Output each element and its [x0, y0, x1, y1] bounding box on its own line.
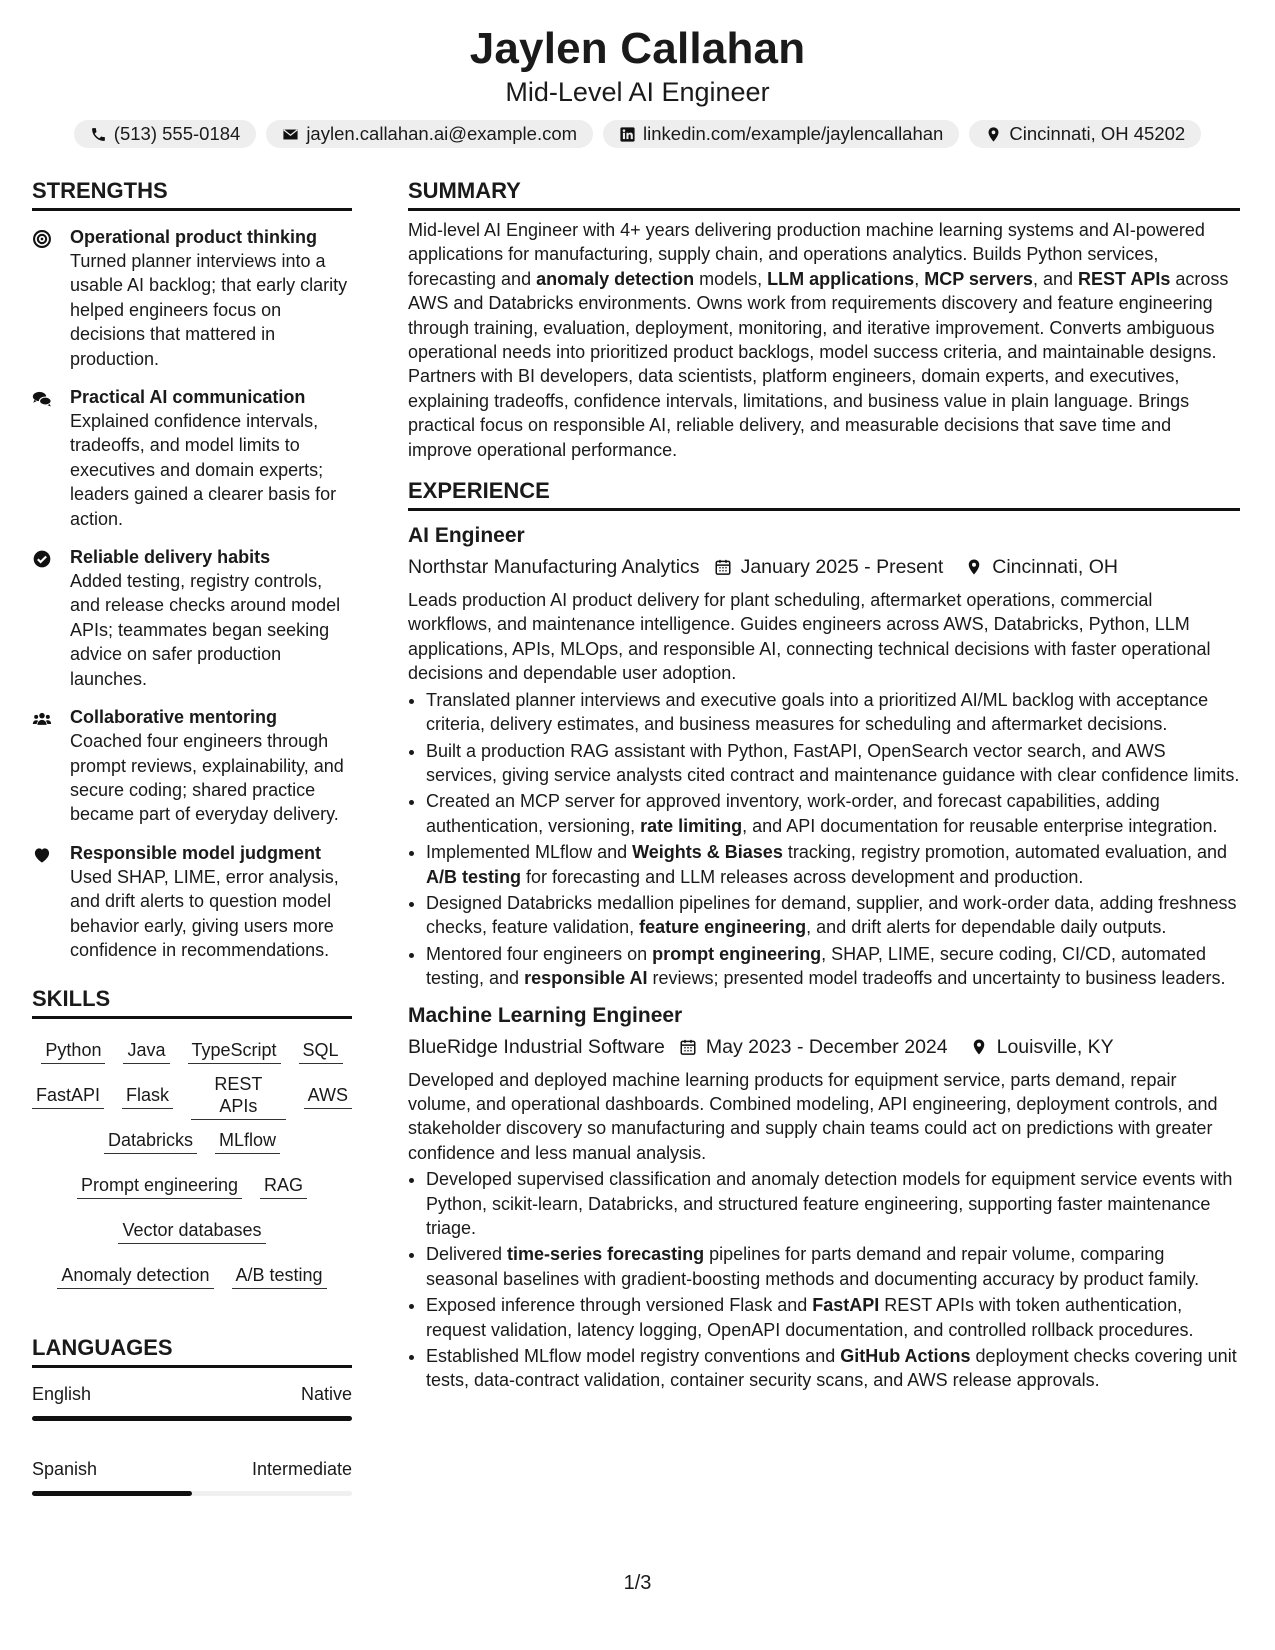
job-company: BlueRidge Industrial Software [408, 1035, 665, 1058]
text-run: Implemented MLflow and [426, 842, 633, 863]
keyword: MCP servers [924, 268, 1033, 289]
text-run: , and drift alerts for dependable daily outputs. [806, 917, 1167, 938]
keyword: rate limiting [640, 815, 743, 836]
keyword: A/B testing [426, 866, 522, 887]
job-bullet [426, 688, 1240, 737]
language-level: Native [300, 1384, 352, 1405]
strength-text: Explained confidence intervals, tradeoffs, and model limits to executives and domain experts; leaders gained a clearer basis for action. [70, 411, 337, 529]
skill-row [32, 1074, 352, 1119]
job-dates: May 2023 - December 2024 [705, 1035, 948, 1058]
check-circle-icon [32, 549, 52, 569]
job-meta [408, 1033, 1240, 1061]
job-bullets [408, 1167, 1240, 1393]
skill-tag: Python [41, 1039, 105, 1064]
phone-icon [90, 126, 107, 143]
text-run: Mid-level AI Engineer with 4+ years delivering production machine learning systems and AI-powered applications for manufacturing, supply chain, and operations analytics. Builds Python services, forecasting and [408, 220, 1205, 289]
envelope-icon [282, 126, 299, 143]
map-pin-icon [970, 1038, 988, 1056]
calendar-icon [714, 558, 732, 576]
strength-item [32, 385, 352, 531]
text-run: tracking, registry promotion, automated evaluation, and [782, 842, 1228, 863]
keyword: Weights & Biases [632, 842, 783, 863]
language-proficiency-bar [32, 1491, 352, 1496]
skill-row [32, 1029, 352, 1074]
text-run: , SHAP, LIME, secure coding, CI/CD, automated testing, and [426, 943, 1207, 989]
contact-location[interactable] [969, 120, 1201, 148]
job-title: Machine Learning Engineer [408, 1003, 683, 1027]
text-run: REST APIs with token authentication, request validation, latency logging, OpenAPI documentation, and controlled rollback procedures. [426, 1295, 1194, 1340]
strength-title: Practical AI communication [70, 387, 306, 408]
keyword: feature engineering [639, 917, 807, 938]
skills-heading: SKILLS [32, 984, 352, 1019]
contact-phone[interactable] [74, 120, 257, 148]
strength-text: Turned planner interviews into a usable AI backlog; that early clarity helped engineers focus on decisions that mattered in production. [70, 251, 348, 369]
summary-text [408, 218, 1240, 462]
keyword: anomaly detection [536, 268, 695, 289]
job-title: AI Engineer [408, 524, 525, 548]
strength-text: Coached four engineers through prompt reviews, explainability, and secure coding; shared practice became part of everyday delivery. [70, 731, 344, 825]
summary-heading: SUMMARY [408, 176, 1240, 211]
text-run: reviews; presented model tradeoffs and uncertainty to business leaders. [647, 968, 1226, 989]
language-name: English [32, 1384, 92, 1405]
job-bullet [426, 1242, 1240, 1291]
language-proficiency-fill [32, 1416, 352, 1421]
strength-title: Operational product thinking [70, 227, 317, 247]
job-bullets [408, 688, 1240, 991]
candidate-name: Jaylen Callahan [469, 24, 806, 73]
contact-location-text: Cincinnati, OH 45202 [1009, 123, 1186, 144]
skill-tag: Databricks [104, 1129, 197, 1154]
language-level: Intermediate [251, 1459, 352, 1480]
contact-bar [0, 120, 1275, 148]
language-proficiency-bar [32, 1416, 352, 1421]
language-proficiency-fill [32, 1491, 192, 1496]
target-icon [32, 229, 52, 249]
calendar-icon [679, 1038, 697, 1056]
job-bullet [426, 891, 1240, 940]
languages-list [32, 1382, 352, 1496]
job-location: Cincinnati, OH [992, 556, 1118, 579]
skill-tag: RAG [260, 1174, 307, 1199]
job-company: Northstar Manufacturing Analytics [408, 556, 700, 579]
skill-row [32, 1254, 352, 1299]
text-run: Designed Databricks medallion pipelines for demand, supplier, and work-order data, adding freshness checks, feature validation, [426, 892, 1237, 938]
strengths-heading: STRENGTHS [32, 176, 352, 211]
skill-tag: Flask [122, 1084, 173, 1109]
keyword: responsible AI [524, 968, 648, 989]
skill-tag: AWS [304, 1084, 352, 1109]
job-bullet [426, 1167, 1240, 1240]
skill-row [32, 1209, 352, 1254]
text-run: Established MLflow model registry conventions and [426, 1346, 841, 1367]
linkedin-icon [619, 126, 636, 143]
strength-text: Added testing, registry controls, and release checks around model APIs; teammates began seeking advice on safer production launches. [70, 571, 341, 689]
skill-tag: TypeScript [188, 1039, 281, 1064]
job-bullet [426, 1344, 1240, 1393]
skill-tag: MLflow [215, 1129, 280, 1154]
contact-linkedin[interactable] [603, 120, 959, 148]
strength-text: Used SHAP, LIME, error analysis, and drift alerts to question model behavior early, giving users more confidence in recommendations. [70, 866, 339, 960]
keyword: LLM applications [767, 268, 915, 289]
contact-linkedin-text: linkedin.com/example/jaylencallahan [643, 123, 944, 144]
text-run: pipelines for parts demand and repair volume, comparing seasonal baselines with gradient-boosting methods and documenting accuracy by product family. [426, 1244, 1200, 1289]
strength-item [32, 841, 352, 963]
skill-tag: Vector databases [118, 1219, 265, 1244]
keyword: REST APIs [1078, 268, 1171, 289]
text-run: for forecasting and LLM releases across development and production. [521, 866, 1084, 887]
experience-list [408, 521, 1240, 1393]
job-location: Louisville, KY [996, 1035, 1114, 1058]
text-run: across AWS and Databricks environments. Owns work from requirements discovery and feature engineering through training, evaluation, deployment, monitoring, and iterative improvement. Converts ambiguous operational needs into prioritized product backlogs, model success criteria, and maintainable designs. Partners with BI developers, data scientists, platform engineers, domain experts, and executives, explaining tradeoffs, confidence intervals, limitations, and business value in plain language. Brings practical focus on responsible AI, reliable delivery, and measurable decisions that save time and improve operational performance. [408, 268, 1229, 460]
keyword: time-series forecasting [507, 1244, 705, 1265]
keyword: FastAPI [812, 1295, 880, 1316]
text-run: models, [694, 268, 768, 289]
language-row [32, 1382, 352, 1406]
heart-icon [32, 845, 52, 865]
language-row [32, 1457, 352, 1481]
language-name: Spanish [32, 1459, 98, 1480]
strength-title: Collaborative mentoring [70, 707, 278, 728]
job-bullet [426, 1293, 1240, 1342]
contact-phone-text: (513) 555-0184 [113, 123, 241, 144]
left-column [32, 176, 352, 1532]
job-dates: January 2025 - Present [740, 556, 944, 579]
strength-item [32, 705, 352, 827]
skill-tag: Prompt engineering [77, 1174, 242, 1199]
text-run: Created an MCP server for approved inventory, work-order, and forecast capabilities, adding authentication, versioning, [426, 791, 1160, 836]
skill-tag: Anomaly detection [57, 1264, 213, 1289]
resume-header [0, 22, 1275, 148]
text-run: , and [1032, 268, 1078, 289]
keyword: prompt engineering [652, 943, 822, 964]
job-description: Leads production AI product delivery for plant scheduling, aftermarket operations, commercial workflows, and maintenance intelligence. Guides engineers across AWS, Databricks, Python, LLM applications, APIs, MLOps, and responsible AI, connecting technical decisions with faster operational decisions and dependable user adoption. [408, 590, 1211, 684]
text-run: deployment checks covering unit tests, data-contract validation, container security scans, and AWS release approvals. [426, 1346, 1237, 1391]
text-run: Developed supervised classification and anomaly detection models for equipment service events with Python, scikit-learn, Databricks, and structured feature engineering, supporting faster maintenance triage. [426, 1169, 1233, 1238]
contact-email-text: jaylen.callahan.ai@example.com [306, 123, 578, 144]
right-column [408, 176, 1240, 1395]
skill-tag: FastAPI [32, 1084, 104, 1109]
experience-heading: EXPERIENCE [408, 476, 1240, 511]
job-bullet [426, 739, 1240, 788]
text-run: Built a production RAG assistant with Python, FastAPI, OpenSearch vector search, and AWS services, giving service analysts cited contract and maintenance guidance with clear confidence limits. [426, 740, 1240, 785]
job-bullet [426, 840, 1240, 889]
job-bullet [426, 789, 1240, 838]
text-run: , [914, 268, 925, 289]
people-group-icon [32, 709, 52, 729]
job-description: Developed and deployed machine learning products for equipment service, parts demand, repair volume, and operational dashboards. Combined modeling, API engineering, deployment controls, and stakeholder discovery so manufacturing and supply chain teams could act on predictions with greater confidence and less manual analysis. [408, 1069, 1218, 1163]
job-bullet [426, 942, 1240, 991]
job-entry [408, 521, 1240, 991]
skill-tag: A/B testing [232, 1264, 327, 1289]
strength-title: Reliable delivery habits [70, 547, 271, 568]
text-run: Exposed inference through versioned Flask and [426, 1295, 813, 1316]
map-pin-icon [965, 558, 983, 576]
text-run: , and API documentation for reusable enterprise integration. [742, 815, 1218, 836]
skill-tag: REST APIs [191, 1073, 286, 1120]
text-run: Delivered [426, 1244, 508, 1265]
contact-email[interactable] [266, 120, 593, 148]
chat-bubbles-icon [32, 389, 52, 409]
strength-title: Responsible model judgment [70, 842, 322, 863]
text-run: Translated planner interviews and executive goals into a prioritized AI/ML backlog with acceptance criteria, delivery estimates, and business measures for scheduling and aftermarket decisions. [426, 689, 1209, 735]
keyword: GitHub Actions [840, 1346, 971, 1367]
map-pin-icon [985, 126, 1002, 143]
skill-row [32, 1164, 352, 1209]
page-number: 1/3 [623, 1572, 652, 1594]
skill-row [32, 1119, 352, 1164]
skill-tag: SQL [299, 1039, 343, 1064]
skill-tag: Java [123, 1039, 169, 1064]
candidate-title: Mid-Level AI Engineer [505, 77, 770, 107]
job-meta [408, 553, 1240, 581]
languages-heading: LANGUAGES [32, 1333, 352, 1368]
strength-item [32, 545, 352, 691]
strength-item [32, 225, 352, 371]
text-run: Mentored four engineers on [426, 943, 653, 964]
job-entry [408, 1001, 1240, 1393]
skills-list [32, 1029, 352, 1299]
